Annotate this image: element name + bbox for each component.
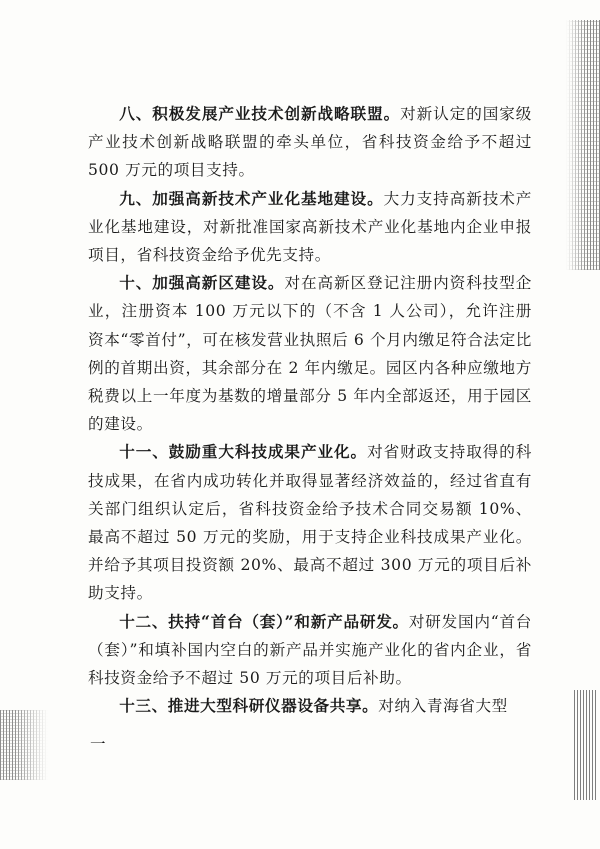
paragraph-heading: 十一、鼓励重大科技成果产业化。 (119, 442, 368, 462)
document-body (88, 100, 532, 720)
paragraph-text: 大力支持高新技术产业化基地建设，对新批准国家高新技术产业化基地内企业申报项目，省科技资金给予优先支持。 (88, 189, 532, 265)
paragraph-8 (88, 100, 532, 185)
paragraph-10 (88, 269, 532, 438)
paragraph-heading: 十三、推进大型科研仪器设备共享。 (119, 696, 379, 716)
scan-edge-shadow-bottom-left (0, 710, 48, 780)
paragraph-12 (88, 608, 532, 693)
paragraph-heading: 九、加强高新技术产业化基地建设。 (119, 188, 384, 208)
scan-edge-shadow-top-right (566, 20, 600, 270)
paragraph-text: 对新认定的国家级产业技术创新战略联盟的牵头单位，省科技资金给予不超过 500 万元的项目支持。 (88, 105, 532, 180)
paragraph-9 (88, 185, 532, 270)
continued-line-fragment: 一 (90, 735, 106, 753)
paragraph-heading: 十二、扶持“首台（套）”和新产品研发。 (119, 611, 409, 631)
paragraph-heading: 八、积极发展产业技术创新战略联盟。 (119, 104, 401, 123)
paragraph-text: 对研发国内“首台（套）”和填补国内空白的新产品并实施产业化的省内企业，省科技资金给予不超过 50 万元的项目后补助。 (88, 612, 532, 688)
paragraph-11 (88, 438, 532, 607)
paragraph-text: 对省财政支持取得的科技成果，在省内成功转化并取得显著经济效益的，经过省直有关部门组织认定后，省科技资金给予技术合同交易额 10%、最高不超过 50 万元的奖励，用于支持企业科技成果产业化。并给予其项目投资额 20%、最高不超过 300 万元的项目后补助支持。 (88, 443, 532, 603)
paragraph-13 (88, 692, 532, 720)
scan-edge-shadow-bottom-right (574, 690, 596, 800)
paragraph-text: 对在高新区登记注册内资科技型企业，注册资本 100 万元以下的（不含 1 人公司），允许注册资本“零首付”，可在核发营业执照后 6 个月内缴足符合法定比例的首期出资，其余部分在 2 年内缴足。园区内各种应缴地方税费以上一年度为基数的增量部分 5 年内全部返还，用于园区的建设。 (88, 274, 532, 434)
paragraph-heading: 十、加强高新区建设。 (119, 273, 285, 293)
paragraph-text: 对纳入青海省大型 (378, 697, 508, 716)
